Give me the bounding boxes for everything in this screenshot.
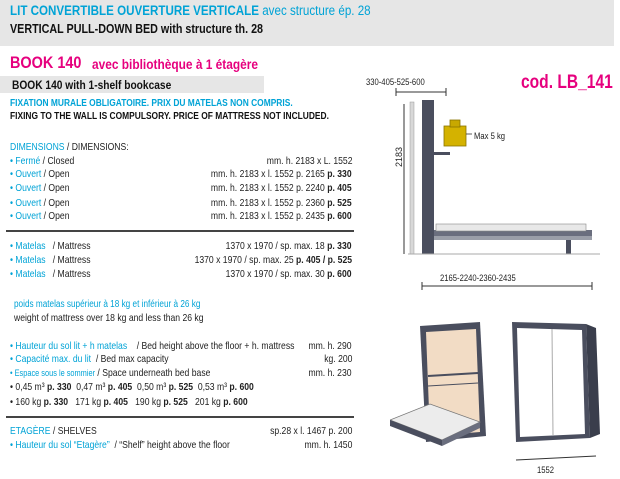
dim-row-value: mm. h. 2183 x l. 1552 p. 2435 p. 600 xyxy=(211,210,352,222)
shelf-height-label: • Hauteur du sol “Etagère” / “Shelf” height above the floor xyxy=(10,439,230,451)
model-name: BOOK 140 xyxy=(10,53,82,72)
shelves-heading: ETAGÈRE / SHELVES xyxy=(10,425,97,437)
top-dims-label: 330-405-525-600 xyxy=(366,77,425,87)
shelf-height-value: mm. h. 1450 xyxy=(304,439,352,451)
dim-row-label: • Fermé / Closed xyxy=(10,155,75,167)
spec-row-label: • Capacité max. du lit / Bed max capacity xyxy=(10,353,169,365)
section-divider xyxy=(6,416,354,418)
isometric-view-diagram xyxy=(390,316,610,466)
dim-row-label: • Ouvert / Open xyxy=(10,210,70,222)
spec-row-label: • Hauteur du sol lit + h matelas / Bed height above the floor + h. mattress xyxy=(10,340,295,352)
mattress-row-value: 1370 x 1970 / sp. max. 25 p. 405 / p. 525 xyxy=(194,254,352,266)
dimensions-heading: DIMENSIONS / DIMENSIONS: xyxy=(10,141,129,153)
weight-limit-label: Max 5 kg xyxy=(474,131,506,141)
title-fr: LIT CONVERTIBLE OUVERTURE VERTICALE avec structure ép. 28 xyxy=(10,3,371,18)
spec-row-value: mm. h. 230 xyxy=(308,367,352,379)
side-view-diagram xyxy=(360,84,610,294)
height-label: 2183 xyxy=(394,146,404,167)
dim-row-label: • Ouvert / Open xyxy=(10,168,70,180)
spec-row-label: • Espace sous le sommier / Space underneath bed base xyxy=(10,367,211,379)
dim-row-value: mm. h. 2183 x l. 1552 p. 2240 p. 405 xyxy=(211,182,352,194)
dim-row-value: mm. h. 2183 x l. 1552 p. 2360 p. 525 xyxy=(211,197,352,209)
model-subtitle-fr: avec bibliothèque à 1 étagère xyxy=(92,56,259,72)
dim-row-label: • Ouvert / Open xyxy=(10,182,70,194)
product-code: cod. LB_141 xyxy=(521,72,613,93)
title-en: VERTICAL PULL-DOWN BED with structure th. 28 xyxy=(10,22,264,36)
dim-row-label: • Ouvert / Open xyxy=(10,197,70,209)
section-divider xyxy=(6,230,354,232)
spec-row-value: mm. h. 290 xyxy=(308,340,352,352)
mattress-row-label: • Matelas / Mattress xyxy=(10,268,91,280)
weight-note-fr: poids matelas supérieur à 18 kg et inférieur à 26 kg xyxy=(14,299,201,310)
notice-en: FIXING TO THE WALL IS COMPULSORY. PRICE OF MATTRESS NOT INCLUDED. xyxy=(10,110,329,122)
mattress-row-label: • Matelas / Mattress xyxy=(10,240,91,252)
notice-fr: FIXATION MURALE OBLIGATOIRE. PRIX DU MATELAS NON COMPRIS. xyxy=(10,97,293,109)
mattress-row-value: 1370 x 1970 / sp. max. 18 p. 330 xyxy=(226,240,352,252)
spec-row-value: kg. 200 xyxy=(323,353,352,365)
mattress-row-value: 1370 x 1970 / sp. max. 30 p. 600 xyxy=(226,268,352,280)
depth-dims-label: 2165-2240-2360-2435 xyxy=(440,273,516,283)
shelves-size: sp.28 x l. 1467 p. 200 xyxy=(269,425,352,437)
dim-row-value: mm. h. 2183 x l. 1552 p. 2165 p. 330 xyxy=(211,168,352,180)
model-subtitle-en: BOOK 140 with 1-shelf bookcase xyxy=(12,78,172,92)
dim-row-value: mm. h. 2183 x L. 1552 xyxy=(266,155,352,167)
weight-note-en: weight of mattress over 18 kg and less than 26 kg xyxy=(14,312,204,324)
width-label: 1552 xyxy=(537,465,555,475)
weight-row: • 160 kg p. 330 171 kg p. 405 190 kg p. 525 201 kg p. 600 xyxy=(10,396,248,408)
volume-row: • 0,45 m³ p. 330 0,47 m³ p. 405 0,50 m³ p. 525 0,53 m³ p. 600 xyxy=(10,381,254,393)
mattress-row-label: • Matelas / Mattress xyxy=(10,254,91,266)
